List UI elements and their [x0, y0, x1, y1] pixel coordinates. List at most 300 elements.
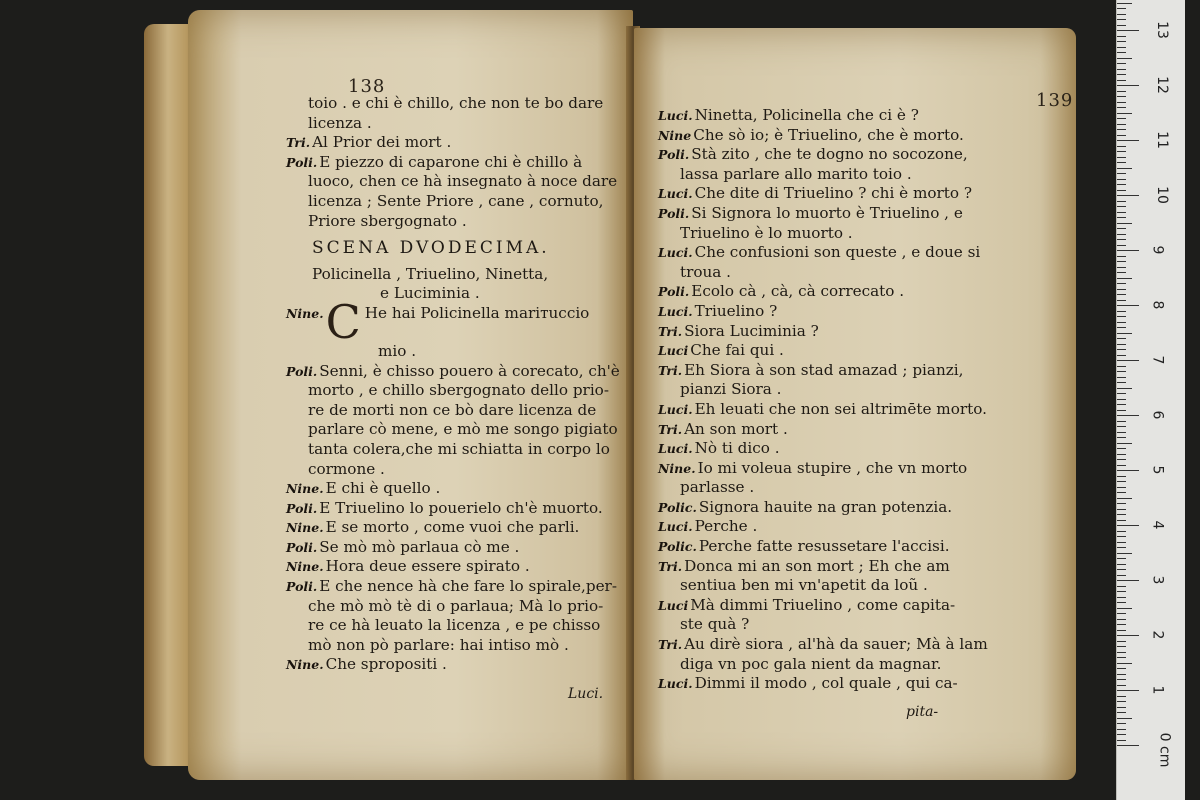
ruler-tick: [1117, 278, 1132, 279]
text-line: [286, 401, 620, 421]
line-text: Hora deue essere spirato .: [325, 557, 530, 576]
line-text: E piezzo di caparone chi è chillo à: [319, 152, 583, 171]
speaker-label: Tri.: [658, 323, 683, 339]
speaker-label: Tri.: [658, 362, 683, 378]
ruler-tick: [1117, 569, 1126, 570]
line-text: Eh leuati che non sei altrimēte morto.: [694, 399, 987, 418]
ruler-tick: [1117, 151, 1126, 152]
ruler-number: 6: [1149, 410, 1166, 420]
ruler-tick: [1117, 217, 1126, 218]
ruler-tick: [1117, 311, 1126, 312]
ruler-tick: [1117, 146, 1126, 147]
ruler-tick: [1117, 679, 1126, 680]
ruler-number: 9: [1149, 245, 1166, 255]
ruler-number: 10: [1153, 186, 1170, 204]
speaker-label: Poli.: [286, 363, 318, 379]
ruler-tick: [1117, 426, 1126, 427]
ruler-number: 12: [1153, 76, 1170, 94]
ruler-tick: [1117, 547, 1126, 548]
line-text: diga vn poc gala nient da magnar.: [680, 654, 942, 673]
ruler-tick: [1117, 58, 1132, 59]
ruler-tick: [1117, 701, 1126, 702]
speaker-label: Luci.: [658, 245, 693, 261]
ruler-tick: [1117, 619, 1126, 620]
text-line: [286, 239, 620, 259]
text-line: [286, 192, 620, 212]
ruler-tick: [1117, 30, 1139, 31]
ruler-tick: [1117, 437, 1126, 438]
speaker-label: Poli.: [658, 147, 690, 163]
text-line: [286, 440, 620, 460]
text-line: [658, 380, 988, 400]
text-line: [658, 145, 988, 165]
ruler-tick: [1117, 327, 1126, 328]
line-text: E chi è quello .: [325, 479, 441, 498]
ruler-tick: [1117, 393, 1126, 394]
ruler-tick: [1117, 498, 1132, 499]
text-line: [286, 460, 620, 480]
ruler-tick: [1117, 162, 1126, 163]
ruler-tick: [1117, 195, 1139, 196]
ruler-tick: [1117, 663, 1132, 664]
text-line: [286, 538, 620, 558]
right-page-number: 139: [1036, 90, 1074, 111]
ruler-tick: [1117, 305, 1139, 306]
text-line: [286, 636, 620, 656]
ruler-tick: [1117, 316, 1126, 317]
speaker-label: Luci.: [658, 401, 693, 417]
ruler-tick: [1117, 729, 1126, 730]
ruler-tick: [1117, 575, 1126, 576]
ruler-tick: [1117, 19, 1126, 20]
ruler-tick: [1117, 536, 1126, 537]
ruler-tick: [1117, 696, 1126, 697]
line-text: tanta colera,che mi schiatta in corpo lo: [308, 439, 610, 458]
speaker-label: Polic.: [658, 539, 697, 555]
ruler-tick: [1117, 107, 1126, 108]
line-text: Stà zito , che te dogno no socozone,: [691, 145, 968, 164]
ruler-tick: [1117, 520, 1126, 521]
ruler-tick: [1117, 52, 1126, 53]
ruler-tick: [1117, 201, 1126, 202]
text-line: [658, 341, 988, 361]
ruler-tick: [1117, 113, 1132, 114]
ruler-tick: [1117, 564, 1126, 565]
text-line: [658, 517, 988, 537]
line-text: Ninetta, Policinella che ci è ?: [694, 106, 919, 124]
text-line: [286, 133, 620, 153]
speaker-label: Tri.: [286, 135, 311, 151]
left-page-number: 138: [348, 76, 386, 97]
ruler-tick: [1117, 382, 1126, 383]
text-line: [286, 557, 620, 577]
line-text: parlare cò mene, e mò me songo pigiato: [308, 420, 618, 439]
ruler-tick: [1117, 124, 1126, 125]
left-page: [188, 10, 633, 780]
ruler-tick: [1117, 685, 1126, 686]
ruler-tick: [1117, 712, 1126, 713]
right-page-text: [658, 106, 988, 694]
line-text: Che spropositi .: [325, 655, 447, 674]
line-text: sentiua ben mi vn'apetit da loũ .: [680, 576, 928, 595]
ruler-tick: [1117, 239, 1126, 240]
text-line: [286, 114, 620, 134]
ruler-number: 7: [1149, 355, 1166, 365]
ruler-tick: [1117, 338, 1126, 339]
speaker-label: Nine.: [286, 305, 324, 321]
text-line: [286, 212, 620, 232]
ruler-tick: [1117, 190, 1126, 191]
ruler-tick: [1117, 448, 1126, 449]
line-text: Perche .: [694, 517, 758, 536]
ruler-tick: [1117, 206, 1126, 207]
ruler-tick: [1117, 118, 1126, 119]
line-text: Policinella , Triuelino, Ninetta,: [312, 264, 549, 283]
ruler-tick: [1117, 459, 1126, 460]
text-line: [658, 557, 988, 577]
text-line: [658, 106, 988, 126]
ruler-number: 3: [1149, 575, 1166, 585]
speaker-label: Poli.: [286, 539, 318, 555]
text-line: [658, 126, 988, 146]
ruler-tick: [1117, 553, 1132, 554]
ruler-tick: [1117, 250, 1139, 251]
ruler-tick: [1117, 481, 1126, 482]
line-text: Triuelino è lo muorto .: [680, 223, 853, 242]
ruler-tick: [1117, 487, 1126, 488]
line-text: re ce hà leuato la licenza , e pe chisso: [308, 616, 601, 635]
ruler-tick: [1117, 454, 1126, 455]
line-text: lassa parlare allo marito toio .: [680, 164, 912, 183]
ruler-tick: [1117, 371, 1126, 372]
ruler-tick: [1117, 580, 1139, 581]
ruler-tick: [1117, 613, 1126, 614]
ruler-number: 11: [1153, 131, 1170, 149]
speaker-label: Luci.: [658, 186, 693, 202]
line-text: E Triuelino lo pouerielo ch'è muorto.: [319, 498, 603, 517]
ruler-tick: [1117, 261, 1126, 262]
line-text: Mà dimmi Triuelino , come capita-: [690, 595, 956, 614]
ruler-tick: [1117, 96, 1126, 97]
line-text: Che dite di Triuelino ? chi è morto ?: [694, 184, 972, 203]
ruler-tick: [1117, 80, 1126, 81]
speaker-label: Poli.: [286, 154, 318, 170]
line-text: An son mort .: [684, 419, 788, 438]
ruler-tick: [1117, 3, 1132, 4]
ruler-tick: [1117, 157, 1126, 158]
ruler-tick: [1117, 668, 1126, 669]
ruler-tick: [1117, 723, 1126, 724]
line-text: Signora hauite na gran potenzia.: [698, 497, 953, 516]
speaker-label: Tri.: [658, 558, 683, 574]
ruler-tick: [1117, 212, 1126, 213]
line-text: Nò ti dico .: [694, 439, 780, 458]
speaker-label: Nine.: [286, 481, 324, 497]
line-text: E che nence hà che fare lo spirale,per-: [319, 577, 617, 596]
ruler-tick: [1117, 745, 1139, 746]
ruler-tick: [1117, 234, 1126, 235]
text-line: [658, 322, 988, 342]
text-line: [658, 655, 988, 675]
text-line: [658, 243, 988, 263]
ruler-tick: [1117, 349, 1126, 350]
ruler-tick: [1117, 69, 1126, 70]
text-line: [658, 498, 988, 518]
text-line: [658, 282, 988, 302]
line-text: morto , e chillo sbergognato dello prio-: [308, 381, 609, 400]
measuring-ruler: [1116, 0, 1185, 800]
line-text: luoco, chen ce hà insegnato à noce dare: [308, 172, 618, 191]
text-line: [658, 615, 988, 635]
speaker-label: Luci.: [658, 676, 693, 692]
ruler-tick: [1117, 421, 1126, 422]
text-line: [658, 439, 988, 459]
text-line: [286, 381, 620, 401]
text-line: [658, 478, 988, 498]
line-text: licenza .: [308, 113, 372, 132]
text-line: [286, 265, 620, 285]
ruler-tick: [1117, 366, 1126, 367]
ruler-tick: [1117, 602, 1126, 603]
text-line: [658, 361, 988, 381]
line-text: Perche fatte resussetare l'accisi.: [698, 537, 950, 556]
ruler-tick: [1117, 223, 1132, 224]
ruler-tick: [1117, 300, 1126, 301]
speaker-label: Nine: [658, 127, 692, 143]
ruler-tick: [1117, 657, 1126, 658]
text-line: [286, 479, 620, 499]
right-page: [634, 28, 1076, 780]
right-catchword: pita-: [906, 704, 939, 720]
line-text: He hai Policinella mariтuccio: [364, 303, 590, 322]
text-line: [658, 596, 988, 616]
line-text: Che sò io; è Triuelino, che è morto.: [693, 125, 964, 144]
ruler-tick: [1117, 465, 1126, 466]
line-text: Che confusioni son queste , e doue si: [694, 243, 981, 262]
ruler-tick: [1117, 674, 1126, 675]
speaker-label: Luci.: [658, 519, 693, 535]
speaker-label: Tri.: [658, 637, 683, 653]
ruler-tick: [1117, 531, 1126, 532]
ruler-tick: [1117, 140, 1139, 141]
text-line: [286, 362, 620, 382]
speaker-label: Luci: [658, 597, 689, 613]
line-text: ste quà ?: [680, 615, 750, 634]
line-text: che mò mò tè di o parlaua; Mà lo prio-: [308, 596, 604, 615]
ruler-number: 13: [1153, 21, 1170, 39]
text-line: [658, 165, 988, 185]
line-text: re de morti non ce bò dare licenza de: [308, 400, 597, 419]
ruler-tick: [1117, 168, 1132, 169]
ruler-tick: [1117, 509, 1126, 510]
line-text: Al Prior dei mort .: [312, 133, 452, 152]
ruler-tick: [1117, 63, 1126, 64]
text-line: [286, 153, 620, 173]
speaker-label: Luci: [658, 343, 689, 359]
ruler-number: 2: [1149, 630, 1166, 640]
ruler-tick: [1117, 135, 1126, 136]
text-line: [658, 224, 988, 244]
line-text: licenza ; Sente Priore , cane , cornuto,: [308, 191, 604, 210]
line-text: Au dirè siora , al'hà da sauer; Mà à lam: [684, 635, 988, 654]
text-line: [658, 576, 988, 596]
line-text: SCENA DVODECIMA.: [312, 238, 550, 259]
ruler-tick: [1117, 283, 1126, 284]
drop-capital: C: [325, 294, 361, 349]
ruler-tick: [1117, 542, 1126, 543]
ruler-tick: [1117, 597, 1126, 598]
text-line: [658, 184, 988, 204]
line-text: Che fai qui .: [690, 341, 784, 360]
ruler-tick: [1117, 360, 1139, 361]
ruler-tick: [1117, 388, 1132, 389]
line-text: troua .: [680, 262, 731, 281]
ruler-tick: [1117, 91, 1126, 92]
ruler-tick: [1117, 322, 1126, 323]
text-line: [658, 674, 988, 694]
line-text: mio .: [378, 341, 417, 360]
text-line: [286, 294, 620, 349]
ruler-tick: [1117, 586, 1126, 587]
ruler-tick: [1117, 74, 1126, 75]
ruler-tick: [1117, 432, 1126, 433]
text-line: [658, 204, 988, 224]
ruler-tick: [1117, 272, 1126, 273]
line-text: Priore sbergognato .: [308, 211, 467, 230]
text-line: [286, 655, 620, 675]
ruler-tick: [1117, 525, 1139, 526]
line-text: cormone .: [308, 459, 385, 478]
line-text: Si Signora lo muorto è Triuelino , e: [691, 203, 963, 222]
ruler-tick: [1117, 355, 1126, 356]
text-line: [658, 635, 988, 655]
ruler-tick: [1117, 624, 1126, 625]
line-text: Donca mi an son mort ; Eh che am: [684, 556, 950, 575]
line-text: Dimmi il modo , col quale , qui ca-: [694, 674, 958, 693]
text-line: [286, 499, 620, 519]
ruler-number: 4: [1149, 520, 1166, 530]
ruler-tick: [1117, 404, 1126, 405]
text-line: [286, 172, 620, 192]
ruler-tick: [1117, 415, 1139, 416]
line-text: Se mò mò parlaua cò me .: [319, 537, 520, 556]
speaker-label: Luci.: [658, 441, 693, 457]
line-text: toio . e chi è chillo, che non te bo dare: [308, 94, 604, 112]
ruler-number: 5: [1149, 465, 1166, 475]
line-text: mò non pò parlare: hai intiso mò .: [308, 635, 569, 654]
speaker-label: Polic.: [658, 499, 697, 515]
line-text: Senni, è chisso pouero à corecato, ch'è: [319, 361, 620, 380]
ruler-tick: [1117, 514, 1126, 515]
ruler-tick: [1117, 14, 1126, 15]
ruler-tick: [1117, 41, 1126, 42]
ruler-tick: [1117, 179, 1126, 180]
ruler-tick: [1117, 256, 1126, 257]
ruler-tick: [1117, 129, 1126, 130]
text-line: [658, 263, 988, 283]
text-line: [286, 597, 620, 617]
ruler-tick: [1117, 707, 1126, 708]
line-text: Ecolo cà , cà, cà correcato .: [691, 282, 905, 301]
ruler-tick: [1117, 333, 1132, 334]
left-catchword: Luci.: [568, 686, 604, 702]
speaker-label: Nine.: [286, 520, 324, 536]
ruler-tick: [1117, 690, 1139, 691]
ruler-tick: [1117, 25, 1126, 26]
speaker-label: Nine.: [286, 559, 324, 575]
speaker-label: Luci.: [658, 303, 693, 319]
ruler-tick: [1117, 608, 1132, 609]
text-line: [286, 518, 620, 538]
ruler-tick: [1117, 85, 1139, 86]
ruler-tick: [1117, 377, 1126, 378]
text-line: [286, 616, 620, 636]
speaker-label: Nine.: [286, 657, 324, 673]
line-text: E se morto , come vuoi che parli.: [325, 518, 580, 537]
speaker-label: Poli.: [286, 579, 318, 595]
text-line: [658, 302, 988, 322]
left-page-text: [286, 94, 620, 675]
ruler-tick: [1117, 646, 1126, 647]
ruler-tick: [1117, 734, 1126, 735]
open-book: [140, 10, 1080, 785]
speaker-label: Tri.: [658, 421, 683, 437]
text-line: [658, 459, 988, 479]
text-line: [658, 420, 988, 440]
ruler-tick: [1117, 399, 1126, 400]
speaker-label: Nine.: [658, 460, 696, 476]
ruler-tick: [1117, 289, 1126, 290]
ruler-unit-label: 0 cm: [1156, 732, 1173, 768]
ruler-tick: [1117, 652, 1126, 653]
line-text: e Luciminia .: [380, 284, 480, 303]
ruler-tick: [1117, 470, 1139, 471]
ruler-tick: [1117, 718, 1132, 719]
ruler-tick: [1117, 740, 1126, 741]
text-line: [658, 537, 988, 557]
line-text: Triuelino ?: [694, 301, 778, 320]
ruler-tick: [1117, 36, 1126, 37]
text-line: [286, 94, 620, 114]
speaker-label: Poli.: [658, 284, 690, 300]
ruler-number: 8: [1149, 300, 1166, 310]
ruler-number: 1: [1149, 685, 1166, 695]
ruler-tick: [1117, 503, 1126, 504]
ruler-tick: [1117, 267, 1126, 268]
ruler-tick: [1117, 443, 1132, 444]
speaker-label: Luci.: [658, 108, 693, 123]
line-text: pianzi Siora .: [680, 380, 782, 399]
ruler-tick: [1117, 102, 1126, 103]
ruler-tick: [1117, 635, 1139, 636]
line-text: Eh Siora à son stad amazad ; pianzi,: [684, 360, 964, 379]
text-line: [286, 577, 620, 597]
ruler-tick: [1117, 184, 1126, 185]
ruler-tick: [1117, 173, 1126, 174]
ruler-tick: [1117, 641, 1126, 642]
ruler-tick: [1117, 8, 1126, 9]
line-text: Io mi voleua stupire , che vn morto: [697, 458, 968, 477]
ruler-tick: [1117, 294, 1126, 295]
line-text: parlasse .: [680, 478, 755, 497]
ruler-tick: [1117, 476, 1126, 477]
speaker-label: Poli.: [658, 205, 690, 221]
ruler-tick: [1117, 344, 1126, 345]
ruler-tick: [1117, 630, 1126, 631]
ruler-tick: [1117, 558, 1126, 559]
ruler-tick: [1117, 47, 1126, 48]
ruler-tick: [1117, 492, 1126, 493]
